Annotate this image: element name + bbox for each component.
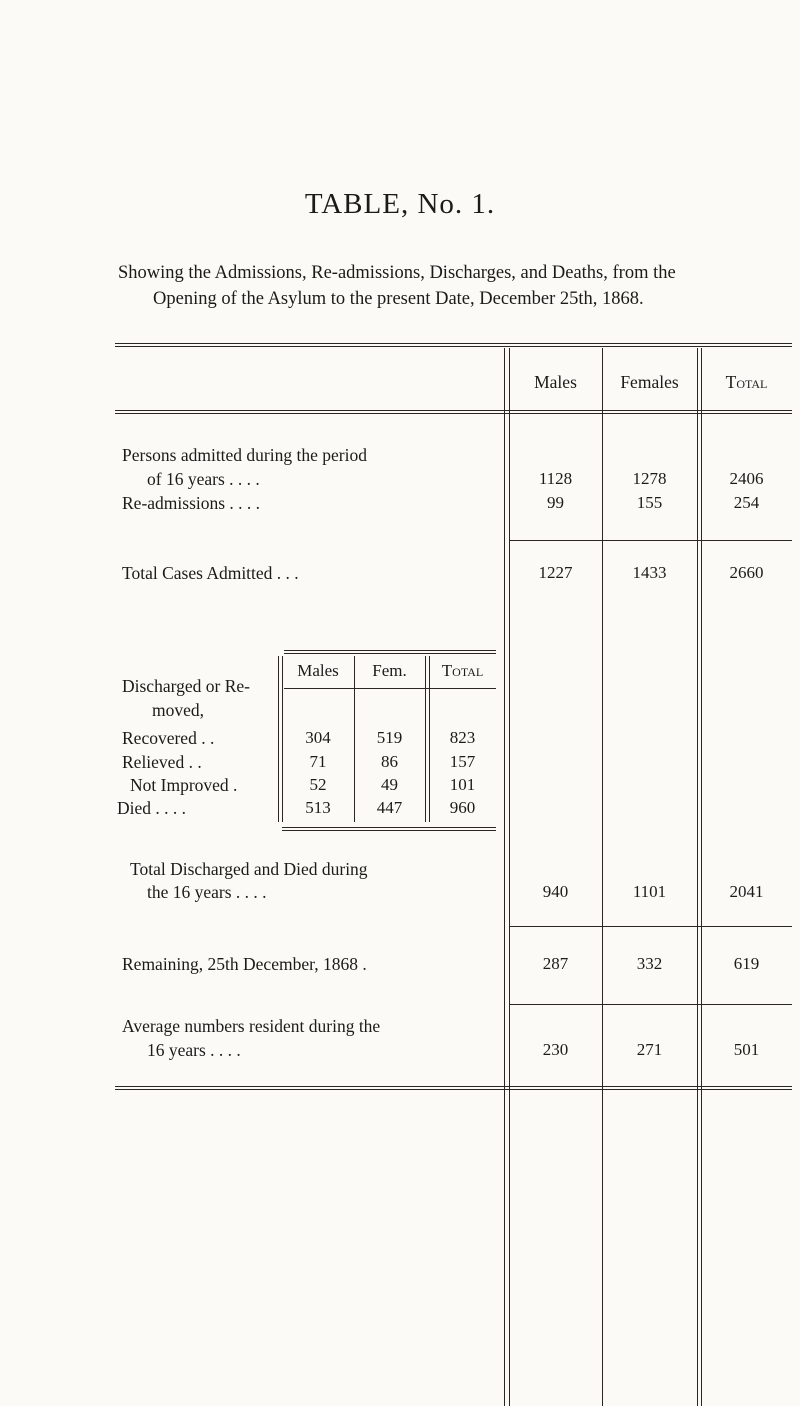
sub-row-fem: 49 — [381, 775, 398, 794]
subtitle-line-1: Showing the Admissions, Re-admissions, Discharges, and Deaths, from the — [118, 263, 676, 283]
sub-row-total: 823 — [449, 728, 476, 747]
row-total-discharged-total: 2041 — [729, 882, 764, 901]
sub-row-label: Relieved . . — [122, 752, 202, 772]
row-admitted-label-2: of 16 years . . . . — [147, 469, 260, 489]
row-readmissions-label: Re-admissions . . . . — [122, 493, 261, 513]
page-title: TABLE, No. 1. — [304, 188, 496, 220]
row-total-admitted-females: 1433 — [632, 563, 667, 582]
sub-row-fem: 447 — [376, 798, 403, 817]
header-total: Total — [725, 372, 768, 392]
header-males: Males — [534, 372, 577, 392]
row-average-label-1: Average numbers resident during the — [122, 1016, 381, 1036]
row-readmissions-males: 99 — [547, 493, 564, 512]
sub-row-males: 52 — [309, 775, 327, 794]
row-total-discharged-label-1: Total Discharged and Died during — [130, 859, 368, 879]
sub-row-label: Not Improved . — [130, 775, 238, 795]
row-total-admitted-total: 2660 — [729, 563, 764, 582]
row-total-discharged-males: 940 — [542, 882, 569, 901]
row-readmissions-females: 155 — [636, 493, 663, 512]
sub-header-males: Males — [297, 661, 339, 680]
sub-row-label: Recovered . . — [122, 728, 215, 748]
row-admitted-males: 1128 — [538, 469, 573, 488]
sub-header-fem: Fem. — [372, 661, 407, 680]
row-admitted-females: 1278 — [632, 469, 667, 488]
sub-table-label-1: Discharged or Re- — [122, 676, 250, 696]
row-total-discharged-label-2: the 16 years . . . . — [147, 882, 267, 902]
header-females: Females — [620, 372, 679, 392]
subtitle-line-2: Opening of the Asylum to the present Date, December 25th, 1868. — [153, 289, 644, 309]
row-remaining-label: Remaining, 25th December, 1868 . — [122, 954, 367, 974]
sub-table-label-2: moved, — [152, 700, 205, 720]
sub-header-total: Total — [441, 661, 484, 680]
sub-row-total: 101 — [449, 775, 476, 794]
row-total-admitted-males: 1227 — [538, 563, 573, 582]
row-average-label-2: 16 years . . . . — [147, 1040, 241, 1060]
row-readmissions-total: 254 — [733, 493, 760, 512]
row-remaining-females: 332 — [636, 954, 663, 973]
row-admitted-label-1: Persons admitted during the period — [122, 445, 367, 465]
row-remaining-males: 287 — [542, 954, 569, 973]
row-total-discharged-females: 1101 — [632, 882, 667, 901]
sub-row-males: 304 — [305, 728, 331, 747]
row-remaining-total: 619 — [733, 954, 760, 973]
sub-row-total: 157 — [449, 752, 476, 771]
sub-row-fem: 519 — [376, 728, 403, 747]
sub-row-total: 960 — [449, 798, 476, 817]
sub-row-males: 71 — [309, 752, 327, 771]
row-average-males: 230 — [542, 1040, 569, 1059]
row-average-females: 271 — [636, 1040, 663, 1059]
sub-row-fem: 86 — [381, 752, 398, 771]
row-admitted-total: 2406 — [729, 469, 764, 488]
row-total-admitted-label: Total Cases Admitted . . . — [122, 563, 299, 583]
row-average-total: 501 — [733, 1040, 760, 1059]
sub-row-males: 513 — [305, 798, 331, 817]
sub-row-label: Died . . . . — [117, 798, 187, 818]
